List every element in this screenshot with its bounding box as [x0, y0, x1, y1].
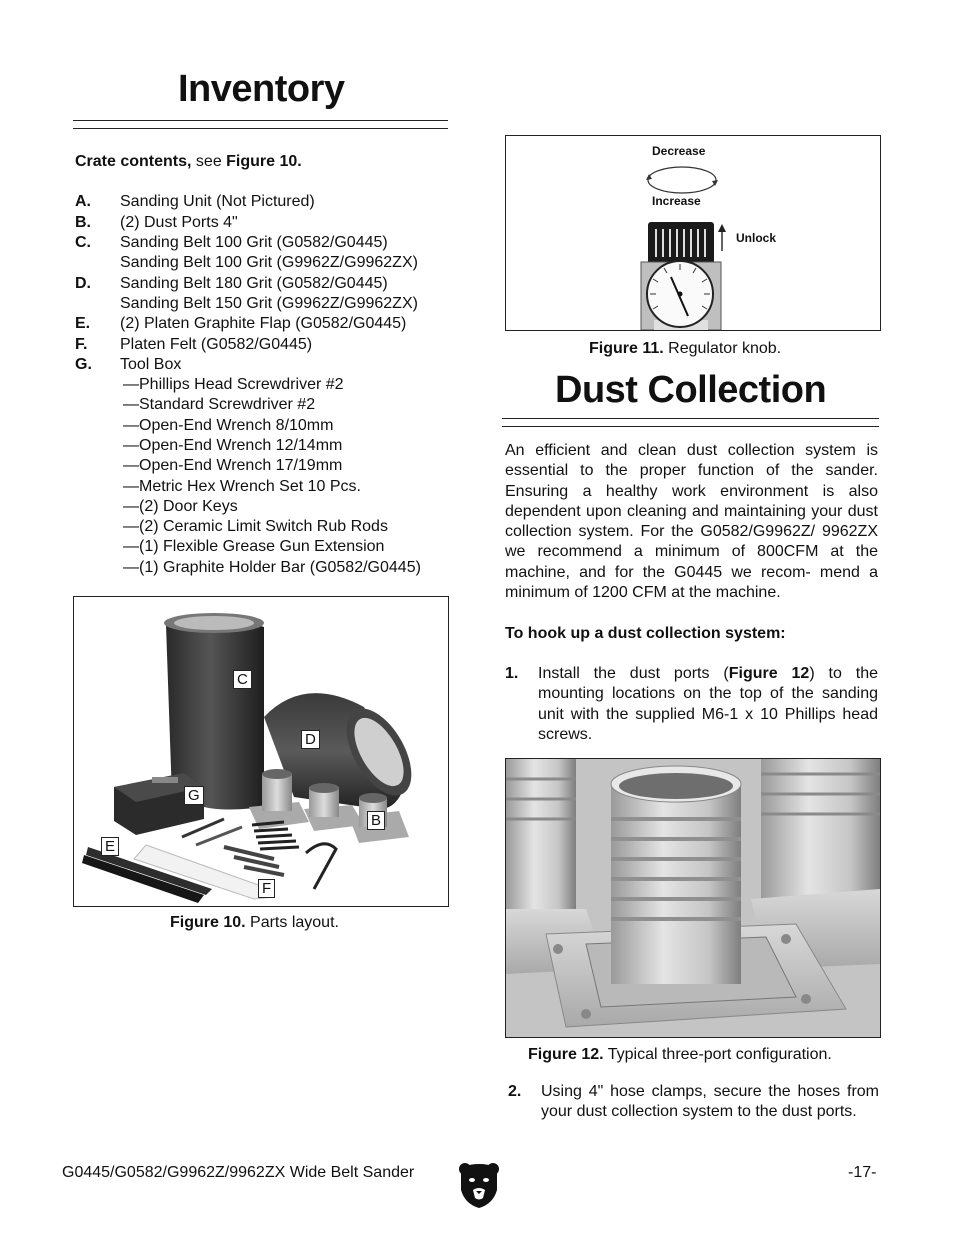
- dust-collection-intro: An efficient and clean dust collection system is essential to the proper function of the sander. Ensuring a healthy work environment is also dependent upon cleaning and maintaining your dust collection system. For the G0582/G9962Z/ 9962ZX we recommend a minimum of 800CFM at the machine, and for the G0445 we recom- mend a minimum of 1200 CFM at the machine.: [505, 442, 878, 602]
- toolbox-item: —(2) Door Keys: [123, 498, 238, 515]
- figure-11-caption-number: Figure 11.: [589, 340, 664, 357]
- figure-11-caption: [589, 339, 781, 359]
- toolbox-item: —Open-End Wrench 8/10mm: [123, 417, 334, 434]
- figure-10-label-g: G: [184, 786, 204, 805]
- item-letter: E.: [75, 315, 91, 332]
- inventory-rule-top: [73, 120, 448, 121]
- item-letter: G.: [75, 356, 92, 373]
- dust-ports-illustration: [506, 759, 880, 1037]
- toolbox-item: —Metric Hex Wrench Set 10 Pcs.: [123, 478, 361, 495]
- step-1-text-post: ) to the mounting locations on the top of the sanding unit with the supplied M6-1 x 10 Phillips head screws.: [538, 665, 878, 743]
- figure-10-label-b: B: [367, 811, 385, 830]
- figure-10-label-e: E: [101, 837, 119, 856]
- step-2-number: 2.: [508, 1083, 522, 1100]
- figure-11-regulator-knob: [505, 135, 881, 331]
- toolbox-item: —Open-End Wrench 12/14mm: [123, 437, 343, 454]
- figure-11-caption-text: Regulator knob.: [663, 340, 782, 357]
- step-1: [505, 664, 878, 746]
- dust-collection-rule-lower: [502, 426, 879, 427]
- rotation-arrow-icon: [506, 136, 880, 330]
- toolbox-item: —Phillips Head Screwdriver #2: [123, 376, 344, 393]
- figure-10-caption: [170, 913, 339, 933]
- item-letter: F.: [75, 336, 88, 353]
- step-2-text: Using 4" hose clamps, secure the hoses from your dust collection system to the dust ports.: [541, 1083, 879, 1121]
- decrease-label: Decrease: [652, 144, 706, 158]
- item-letter: A.: [75, 193, 91, 210]
- step-1-text-pre: Install the dust ports (: [538, 665, 729, 682]
- item-text: (2) Dust Ports 4": [120, 214, 238, 231]
- figure-12-caption-text: Typical three-port configuration.: [603, 1046, 832, 1063]
- step-1-text: [538, 664, 878, 745]
- dust-collection-rule: [502, 418, 879, 419]
- figure-10-caption-text: Parts layout.: [245, 914, 339, 931]
- step-1-figure-ref: Figure 12: [728, 665, 810, 682]
- item-text: (2) Platen Graphite Flap (G0582/G0445): [120, 315, 407, 332]
- item-letter: B.: [75, 214, 91, 231]
- figure-10-label-f: F: [258, 879, 275, 898]
- parts-layout-illustration: [74, 597, 448, 906]
- item-text: Sanding Belt 150 Grit (G9962Z/G9962ZX): [120, 295, 418, 312]
- inventory-title: Inventory: [178, 68, 345, 110]
- item-text: Platen Felt (G0582/G0445): [120, 336, 313, 353]
- crate-contents-figure-ref: Figure 10.: [226, 153, 302, 170]
- figure-12-caption-number: Figure 12.: [528, 1046, 604, 1063]
- crate-contents-line: [75, 152, 302, 172]
- crate-contents-label: Crate contents,: [75, 153, 192, 170]
- figure-10-label-c: C: [233, 670, 252, 689]
- figure-10-caption-number: Figure 10.: [170, 914, 246, 931]
- step-1-number: 1.: [505, 665, 519, 682]
- footer-model: G0445/G0582/G9962Z/9962ZX Wide Belt Sander: [62, 1164, 415, 1181]
- item-text: Sanding Belt 180 Grit (G0582/G0445): [120, 275, 388, 292]
- inventory-rule-bottom: [73, 128, 448, 129]
- toolbox-item: —Standard Screwdriver #2: [123, 396, 316, 413]
- item-letter: D.: [75, 275, 91, 292]
- item-text: Sanding Unit (Not Pictured): [120, 193, 315, 210]
- item-letter: C.: [75, 234, 91, 251]
- footer-page-number: -17-: [848, 1164, 877, 1181]
- item-text: Sanding Belt 100 Grit (G0582/G0445): [120, 234, 388, 251]
- unlock-label: Unlock: [736, 231, 777, 245]
- step-2: [508, 1082, 879, 1144]
- figure-12-caption: [528, 1045, 832, 1065]
- item-text: Sanding Belt 100 Grit (G9962Z/G9962ZX): [120, 254, 418, 271]
- figure-10-parts-photo: [73, 596, 449, 907]
- figure-10-label-d: D: [301, 730, 320, 749]
- bear-logo-icon: [457, 1160, 501, 1210]
- crate-contents-see: see: [191, 153, 227, 170]
- hookup-heading: To hook up a dust collection system:: [505, 625, 786, 642]
- item-text: Tool Box: [120, 356, 182, 373]
- toolbox-item: —Open-End Wrench 17/19mm: [123, 457, 343, 474]
- dust-collection-title: Dust Collection: [555, 369, 827, 411]
- toolbox-item: —(1) Flexible Grease Gun Extension: [123, 538, 385, 555]
- increase-label: Increase: [652, 194, 701, 208]
- toolbox-item: —(2) Ceramic Limit Switch Rub Rods: [123, 518, 388, 535]
- toolbox-item: —(1) Graphite Holder Bar (G0582/G0445): [123, 559, 421, 576]
- figure-12-dust-ports-photo: [505, 758, 881, 1038]
